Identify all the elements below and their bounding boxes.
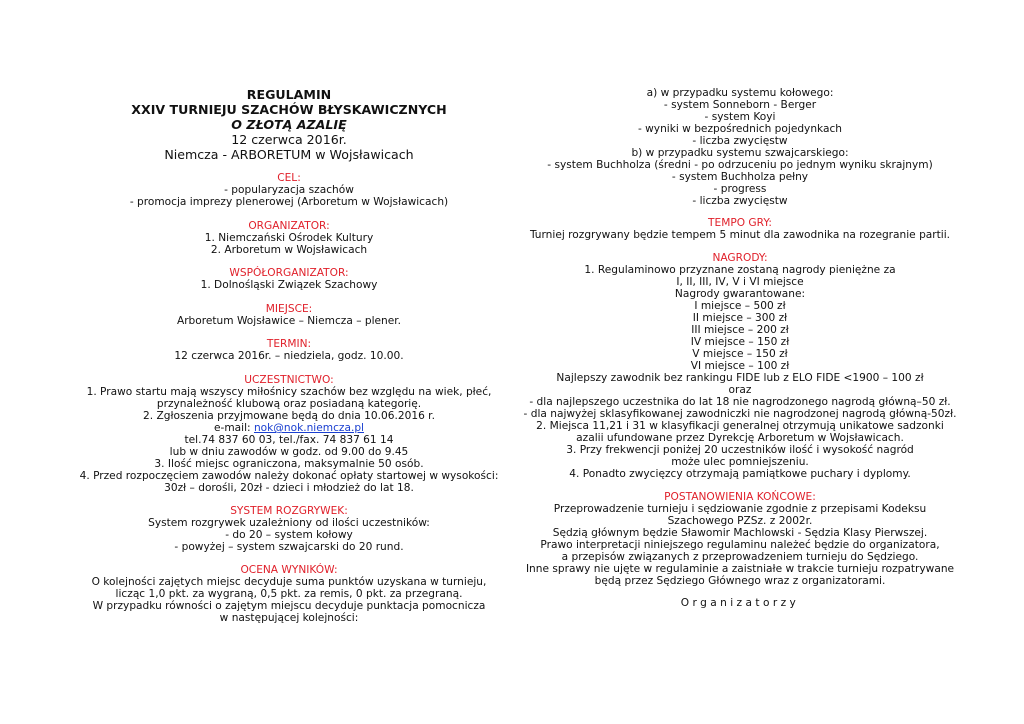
tournament-name: XXIV TURNIEJU SZACHÓW BŁYSKAWICZNYCH: [131, 102, 447, 117]
signature: Organizatorzy: [680, 597, 800, 609]
scoring-line: licząc 1,0 pkt. za wygraną, 0,5 pkt. za remis, 0 pkt. za przegraną.: [115, 588, 463, 600]
final-provisions-line: a przepisów związanych z przeprowadzeniem turnieju do Sędziego.: [561, 551, 919, 563]
final-provisions-line: Szachowego PZSz. z 2002r.: [667, 515, 813, 527]
organizer-heading: ORGANIZATOR:: [248, 220, 330, 232]
prizes-heading: NAGRODY:: [712, 252, 768, 264]
final-provisions-line: będą przez Sędziego Głównego wraz z organizatorami.: [594, 575, 886, 587]
participation-line: lub w dniu zawodów w godz. od 9.00 do 9.45: [169, 446, 409, 458]
participation-line: 4. Przed rozpoczęciem zawodów należy dokonać opłaty startowej w wysokości:: [79, 470, 499, 482]
prizes-line: VI miejsce – 100 zł: [690, 360, 790, 372]
scoring-line: w następującej kolejności:: [219, 612, 359, 624]
prizes-line: I miejsce – 500 zł: [694, 300, 786, 312]
system-line: System rozgrywek uzależniony od ilości uczestników:: [148, 517, 430, 529]
prizes-line: - dla najwyżej sklasyfikowanej zawodniczki nie nagrodzonej nagrodą główną-50zł.: [523, 408, 957, 420]
email-line: [60, 422, 518, 434]
cel-heading: CEL:: [277, 172, 301, 184]
scoring-line: O kolejności zajętych miejsc decyduje suma punktów uzyskana w turnieju,: [91, 576, 487, 588]
prizes-line: 1. Regulaminowo przyznane zostaną nagrody pieniężne za: [584, 264, 896, 276]
event-date: 12 czerwca 2016r.: [231, 132, 347, 147]
email-link[interactable]: nok@nok.niemcza.pl: [253, 422, 364, 434]
tiebreak-line: - liczba zwycięstw: [692, 195, 788, 207]
final-provisions-line: Przeprowadzenie turnieju i sędziowanie zgodnie z przepisami Kodeksu: [553, 503, 927, 515]
tiebreak-line: - liczba zwycięstw: [692, 135, 788, 147]
coorganizer-heading: WSPÓŁORGANIZATOR:: [229, 267, 349, 279]
final-provisions-line: Prawo interpretacji niniejszego regulaminu należeć będzie do organizatora,: [540, 539, 940, 551]
prizes-line: IV miejsce – 150 zł: [690, 336, 790, 348]
participation-line: przynależność klubową oraz posiadaną kategorię.: [156, 398, 422, 410]
cel-line: - promocja imprezy plenerowej (Arboretum w Wojsławicach): [129, 196, 449, 208]
date-line: 12 czerwca 2016r. – niedziela, godz. 10.00.: [174, 350, 404, 362]
cel-line: - popularyzacja szachów: [224, 184, 354, 196]
venue-heading: MIEJSCE:: [265, 303, 313, 315]
coorganizer-line: 1. Dolnośląski Związek Szachowy: [200, 279, 378, 291]
event-place: Niemcza - ARBORETUM w Wojsławicach: [164, 147, 414, 162]
scoring-heading: OCENA WYNIKÓW:: [240, 564, 338, 576]
final-provisions-line: Sędzią głównym będzie Sławomir Machlowski - Sędzia Klasy Pierwszej.: [552, 527, 928, 539]
prizes-line: 3. Przy frekwencji poniżej 20 uczestników ilość i wysokość nagród: [566, 444, 914, 456]
prizes-line: 2. Miejsca 11,21 i 31 w klasyfikacji generalnej otrzymują unikatowe sadzonki: [536, 420, 944, 432]
tiebreak-line: - system Koyi: [704, 111, 776, 123]
system-line: - do 20 – system kołowy: [225, 529, 353, 541]
tempo-line: Turniej rozgrywany będzie tempem 5 minut dla zawodnika na rozegranie partii.: [529, 229, 951, 241]
tiebreak-line: - wyniki w bezpośrednich pojedynkach: [637, 123, 843, 135]
prizes-line: III miejsce – 200 zł: [691, 324, 789, 336]
prizes-line: Nagrody gwarantowane:: [674, 288, 806, 300]
prizes-line: - dla najlepszego uczestnika do lat 18 nie nagrodzonego nagrodą główną–50 zł.: [529, 396, 951, 408]
email-label: e-mail:: [213, 422, 254, 434]
tiebreak-line: a) w przypadku systemu kołowego:: [646, 87, 834, 99]
system-line: - powyżej – system szwajcarski do 20 rund.: [174, 541, 404, 553]
tournament-subtitle: O ZŁOTĄ AZALIĘ: [231, 117, 347, 132]
prizes-line: Najlepszy zawodnik bez rankingu FIDE lub z ELO FIDE <1900 – 100 zł: [556, 372, 924, 384]
system-heading: SYSTEM ROZGRYWEK:: [230, 505, 348, 517]
tiebreak-line: - system Buchholza pełny: [671, 171, 809, 183]
tiebreak-line: - progress: [713, 183, 767, 195]
tiebreak-line: - system Sonneborn - Berger: [663, 99, 817, 111]
participation-line: 1. Prawo startu mają wszyscy miłośnicy szachów bez względu na wiek, płeć,: [86, 386, 492, 398]
prizes-line: azalii ufundowane przez Dyrekcję Arboretum w Wojsławicach.: [576, 432, 904, 444]
participation-line: 2. Zgłoszenia przyjmowane będą do dnia 10.06.2016 r.: [143, 410, 435, 422]
prizes-line: V miejsce – 150 zł: [692, 348, 788, 360]
date-heading: TERMIN:: [266, 338, 312, 350]
final-provisions-heading: POSTANOWIENIA KOŃCOWE:: [664, 491, 816, 503]
prizes-line: może ulec pomniejszeniu.: [671, 456, 809, 468]
prizes-line: oraz: [728, 384, 752, 396]
doc-title: REGULAMIN: [246, 87, 332, 102]
organizer-line: 2. Arboretum w Wojsławicach: [210, 244, 368, 256]
participation-line: tel.74 837 60 03, tel./fax. 74 837 61 14: [184, 434, 394, 446]
tiebreak-line: - system Buchholza (średni - po odrzuceniu po jednym wyniku skrajnym): [547, 159, 933, 171]
prizes-line: 4. Ponadto zwycięzcy otrzymają pamiątkowe puchary i dyplomy.: [569, 468, 911, 480]
prizes-line: II miejsce – 300 zł: [692, 312, 788, 324]
tempo-heading: TEMPO GRY:: [708, 217, 772, 229]
participation-line: 30zł – dorośli, 20zł - dzieci i młodzież do lat 18.: [164, 482, 414, 494]
scoring-line: W przypadku równości o zajętym miejscu decyduje punktacja pomocnicza: [92, 600, 486, 612]
prizes-line: I, II, III, IV, V i VI miejsce: [676, 276, 804, 288]
participation-heading: UCZESTNICTWO:: [244, 374, 334, 386]
organizer-line: 1. Niemczański Ośrodek Kultury: [204, 232, 374, 244]
venue-line: Arboretum Wojsławice – Niemcza – plener.: [176, 315, 402, 327]
final-provisions-line: Inne sprawy nie ujęte w regulaminie a zaistniałe w trakcie turnieju rozpatrywane: [525, 563, 955, 575]
tiebreak-line: b) w przypadku systemu szwajcarskiego:: [631, 147, 849, 159]
participation-line: 3. Ilość miejsc ograniczona, maksymalnie 50 osób.: [154, 458, 424, 470]
